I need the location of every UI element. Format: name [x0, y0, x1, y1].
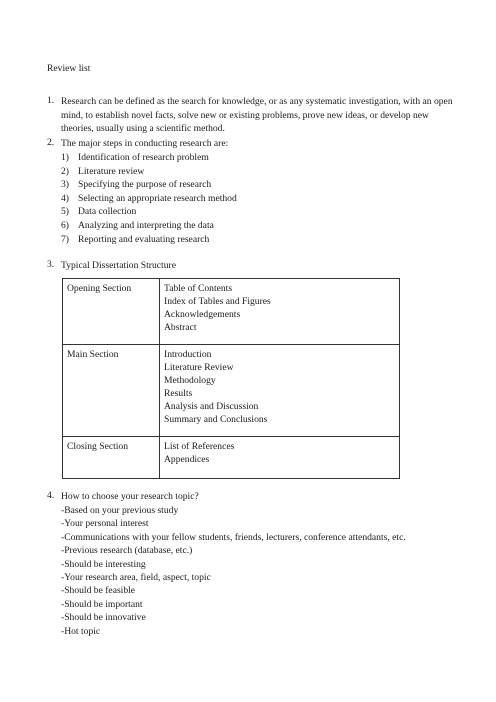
research-definition: Research can be defined as the search for knowledge, or as any systematic investigation, with an open mind, to establish novel facts, solve new or existing problems, prove new ideas, or develop new theories, usually using a scientific method.	[61, 96, 453, 135]
table-row	[63, 279, 400, 345]
list-item: -Should be interesting	[61, 558, 146, 570]
part-item: Literature Review	[164, 362, 234, 373]
step-item	[61, 192, 237, 206]
part-item: Summary and Conclusions	[164, 414, 268, 425]
step-text: Identification of research problem	[78, 152, 209, 163]
part-item: Methodology	[164, 375, 216, 386]
step-item	[61, 165, 237, 179]
table-row	[63, 345, 400, 437]
step-item	[61, 205, 237, 219]
dissertation-structure-table	[62, 278, 400, 479]
steps-list	[61, 151, 237, 246]
step-text: Selecting an appropriate research method	[78, 192, 237, 204]
structure-heading: Typical Dissertation Structure	[61, 260, 176, 271]
section-name: Main Section	[63, 345, 160, 437]
step-number: 4)	[61, 192, 69, 204]
step-text: Specifying the purpose of research	[78, 179, 212, 191]
table-row	[63, 437, 400, 479]
step-number: 1)	[61, 152, 69, 163]
list-item: -Your research area, field, aspect, topic	[61, 571, 211, 583]
steps-heading: The major steps in conducting research are:	[61, 138, 229, 149]
document-title: Review list	[47, 63, 91, 74]
item-number: 4.	[47, 490, 55, 501]
topic-points-list	[61, 504, 406, 638]
step-number: 5)	[61, 206, 69, 218]
step-item	[61, 151, 237, 165]
section-name: Opening Section	[63, 279, 160, 345]
step-number: 7)	[61, 233, 69, 245]
step-number: 6)	[61, 219, 69, 231]
part-item: Abstract	[164, 322, 197, 333]
item-number: 1.	[47, 95, 55, 106]
part-item: List of References	[164, 441, 235, 452]
item-number: 3.	[47, 259, 55, 270]
section-name: Closing Section	[63, 437, 160, 479]
section-parts	[160, 437, 400, 479]
list-item: -Communications with your fellow students, friends, lecturers, conference attendants, etc.	[61, 531, 406, 543]
step-text: Data collection	[78, 206, 137, 218]
list-item: -Previous research (database, etc.)	[61, 545, 193, 557]
list-item: -Based on your previous study	[61, 505, 179, 516]
step-number: 2)	[61, 165, 69, 177]
part-item: Analysis and Discussion	[164, 401, 259, 412]
part-item: Introduction	[164, 349, 212, 360]
step-text: Analyzing and interpreting the data	[78, 219, 214, 231]
part-item: Appendices	[164, 454, 210, 465]
step-text: Reporting and evaluating research	[78, 233, 210, 245]
step-item	[61, 178, 237, 192]
list-item: -Hot topic	[61, 625, 101, 637]
section-parts	[160, 345, 400, 437]
part-item: Index of Tables and Figures	[164, 296, 271, 307]
step-item	[61, 233, 237, 247]
topic-heading: How to choose your research topic?	[61, 491, 199, 502]
section-parts	[160, 279, 400, 345]
list-item: -Should be feasible	[61, 585, 136, 597]
list-item: -Should be innovative	[61, 612, 146, 624]
item-number: 2.	[47, 137, 55, 148]
part-item: Results	[164, 388, 193, 399]
part-item: Acknowledgements	[164, 309, 241, 320]
step-text: Literature review	[78, 165, 145, 177]
part-item: Table of Contents	[164, 283, 233, 294]
list-item: -Your personal interest	[61, 518, 149, 530]
step-number: 3)	[61, 179, 69, 191]
step-item	[61, 219, 237, 233]
list-item: -Should be important	[61, 598, 143, 610]
